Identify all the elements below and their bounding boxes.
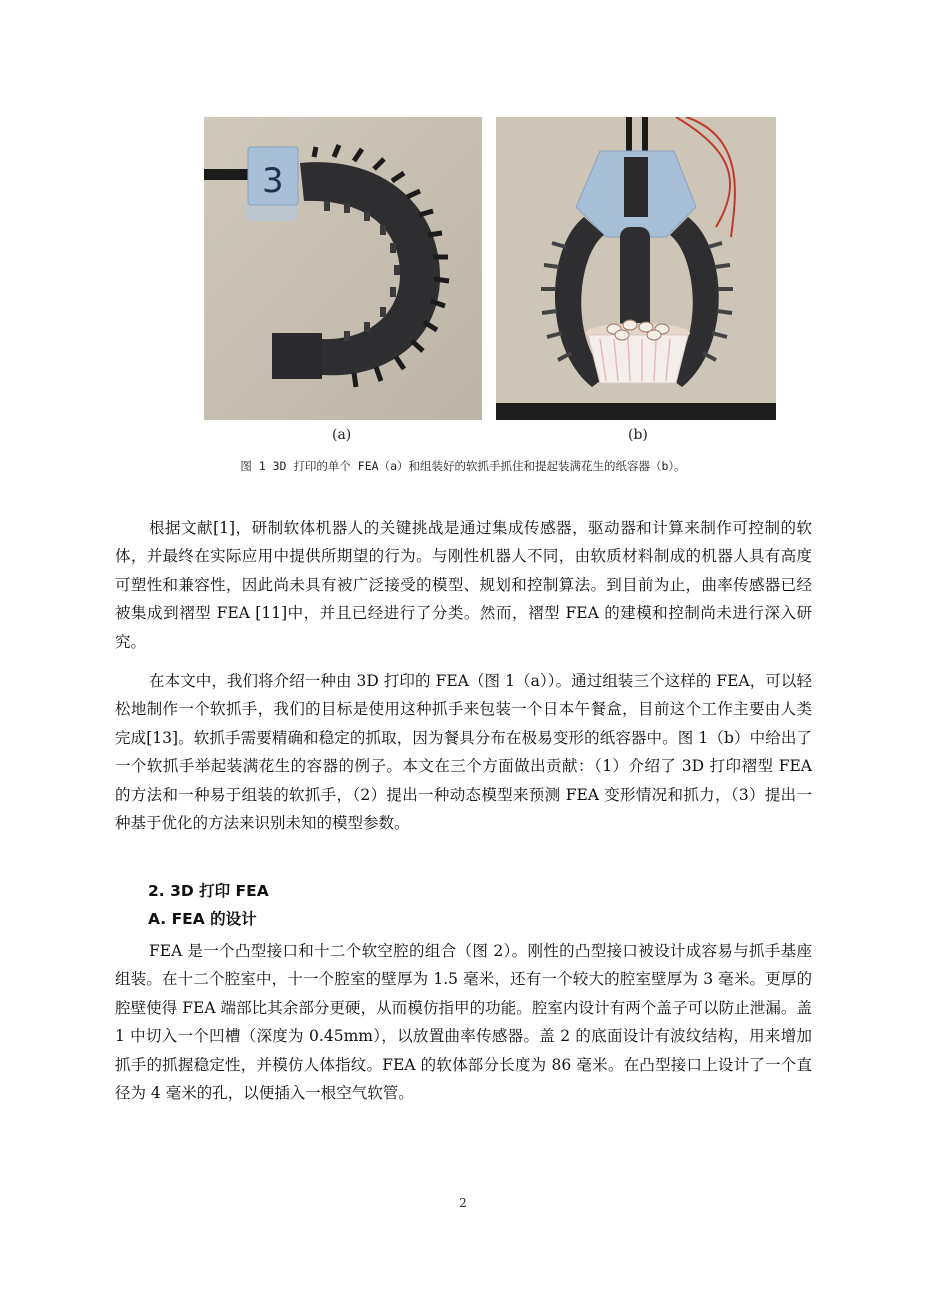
body-paragraph-3 bbox=[115, 937, 812, 1107]
paragraph-text: 在本文中，我们将介绍一种由 3D 打印的 FEA（图 1（a））。通过组装三个这样的 FEA，可以轻松地制作一个软抓手，我们的目标是使用这种抓手来包装一个日本午餐盒，目前这个工作主要由人类完成[13]。软抓手需要精确和稳定的抓取，因为餐具分布在极易变形的纸容器中。图 1（b）中给出了一个软抓手举起装满花生的容器的例子。本文在三个方面做出贡献：（1）介绍了 3D 打印褶型 FEA 的方法和一种易于组装的软抓手，（2）提出一种动态模型来预测 FEA 变形情况和抓力，（3）提出一种基于优化的方法来识别未知的模型参数。 bbox=[115, 672, 812, 833]
section-heading: 2. 3D 打印 FEA bbox=[148, 882, 269, 900]
body-paragraph-2 bbox=[115, 667, 812, 837]
figure-1 bbox=[204, 117, 776, 420]
block-number-label: 3 bbox=[262, 161, 284, 201]
figure-1a-photo bbox=[204, 117, 482, 420]
paragraph-text: FEA 是一个凸型接口和十二个软空腔的组合（图 2）。刚性的凸型接口被设计成容易与抓手基座组装。在十二个腔室中，十一个腔室的壁厚为 1.5 毫米，还有一个较大的腔室壁厚为 3 毫米。更厚的腔壁使得 FEA 端部比其余部分更硬，从而模仿指甲的功能。腔室内设计有两个盖子可以防止泄漏。盖 1 中切入一个凹槽（深度为 0.45mm），以放置曲率传感器。盖 2 的底面设计有波纹结构，用来增加抓手的抓握稳定性，并模仿人体指纹。FEA 的软体部分长度为 86 毫米。在凸型接口上设计了一个直径为 4 毫米的孔，以便插入一根空气软管。 bbox=[115, 942, 812, 1103]
figure-1b-label: (b) bbox=[628, 427, 648, 443]
figure-1a-label: (a) bbox=[332, 427, 352, 443]
figure-1b-photo bbox=[496, 117, 776, 420]
page-number: 2 bbox=[459, 1196, 467, 1210]
paragraph-text: 根据文献[1]，研制软体机器人的关键挑战是通过集成传感器，驱动器和计算来制作可控制的软体，并最终在实际应用中提供所期望的行为。与刚性机器人不同，由软质材料制成的机器人具有高度可塑性和兼容性，因此尚未具有被广泛接受的模型、规划和控制算法。到目前为止，曲率传感器已经被集成到褶型 FEA [11]中，并且已经进行了分类。然而，褶型 FEA 的建模和控制尚未进行深入研究。 bbox=[115, 519, 812, 651]
figure-caption: 图 1 3D 打印的单个 FEA（a）和组装好的软抓手抓住和提起装满花生的纸容器（b）。 bbox=[240, 459, 686, 473]
subsection-heading: A. FEA 的设计 bbox=[148, 910, 257, 928]
body-paragraph-1 bbox=[115, 514, 812, 656]
